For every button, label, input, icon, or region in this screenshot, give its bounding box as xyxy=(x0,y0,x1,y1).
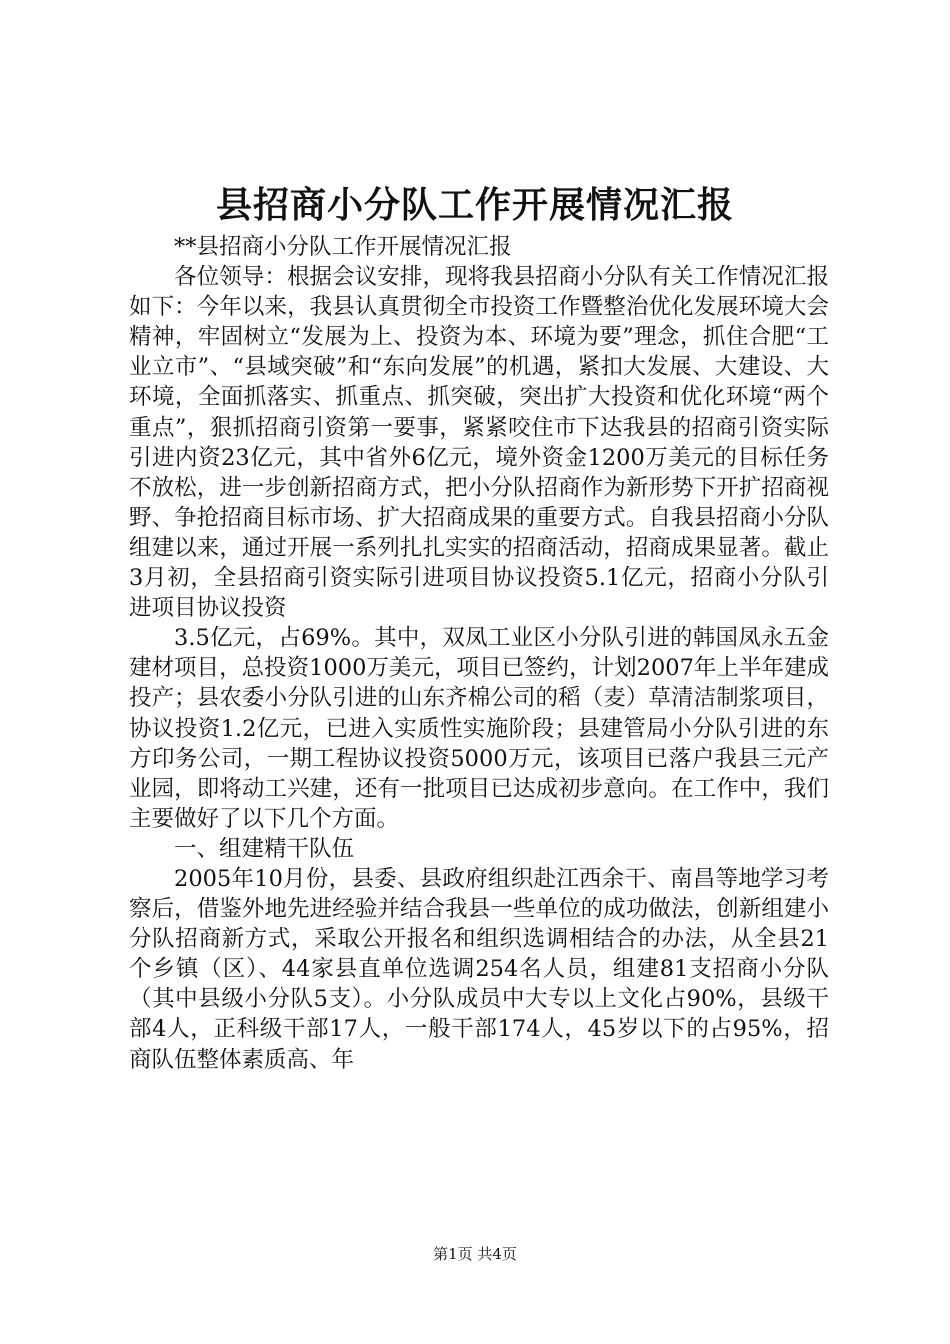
section-heading: 一、组建精干队伍 xyxy=(174,835,355,862)
document-title: 县招商小分队工作开展情况汇报 xyxy=(215,184,734,226)
body-paragraph: 2005年10月份，县委、县政府组织赴江西余干、南昌等地学习考察后，借鉴外地先进经验并结合我县一些单位的成功做法，创新组建小分队招商新方式，采取公开报名和组织选调相结合的办法，从全县21个乡镇（区）、44家县直单位选调254名人员，组建81支招商小分队（其中县级小分队5支）。小分队成员中大专以上文化占90%，县级干部4人，正科级干部17人，一般干部174人，45岁以下的占95%，招商队伍整体素质高、年 xyxy=(129,865,829,1073)
page-footer: 第1页 共4页 xyxy=(433,1245,517,1263)
document-body xyxy=(129,232,829,1075)
body-paragraph: 各位领导：根据会议安排，现将我县招商小分队有关工作情况汇报如下：今年以来，我县认真贯彻全市投资工作暨整治优化发展环境大会精神，牢固树立“发展为上、投资为本、环境为要”理念，抓住合肥“工业立市”、“县域突破”和“东向发展”的机遇，紧扣大发展、大建设、大环境，全面抓落实、抓重点、抓突破，突出扩大投资和优化环境“两个重点”，狠抓招商引资第一要事，紧紧咬住市下达我县的招商引资实际引进内资23亿元，其中省外6亿元，境外资金1200万美元的目标任务不放松，进一步创新招商方式，把小分队招商作为新形势下开扩招商视野、争抢招商目标市场、扩大招商成果的重要方式。自我县招商小分队组建以来，通过开展一系列扎扎实实的招商活动，招商成果显著。截止3月初，全县招商引资实际引进项目协议投资5.1亿元，招商小分队引进项目协议投资 xyxy=(129,264,829,622)
subtitle-paragraph: **县招商小分队工作开展情况汇报 xyxy=(174,234,512,260)
body-paragraph: 3.5亿元，占69%。其中，双凤工业区小分队引进的韩国凤永五金建材项目，总投资1000万美元，项目已签约，计划2007年上半年建成投产；县农委小分队引进的山东齐棉公司的稻（麦）草清洁制浆项目，协议投资1.2亿元，已进入实质性实施阶段；县建管局小分队引进的东方印务公司，一期工程协议投资5000万元，该项目已落户我县三元产业园，即将动工兴建，还有一批项目已达成初步意向。在工作中，我们主要做好了以下几个方面。 xyxy=(129,625,829,832)
